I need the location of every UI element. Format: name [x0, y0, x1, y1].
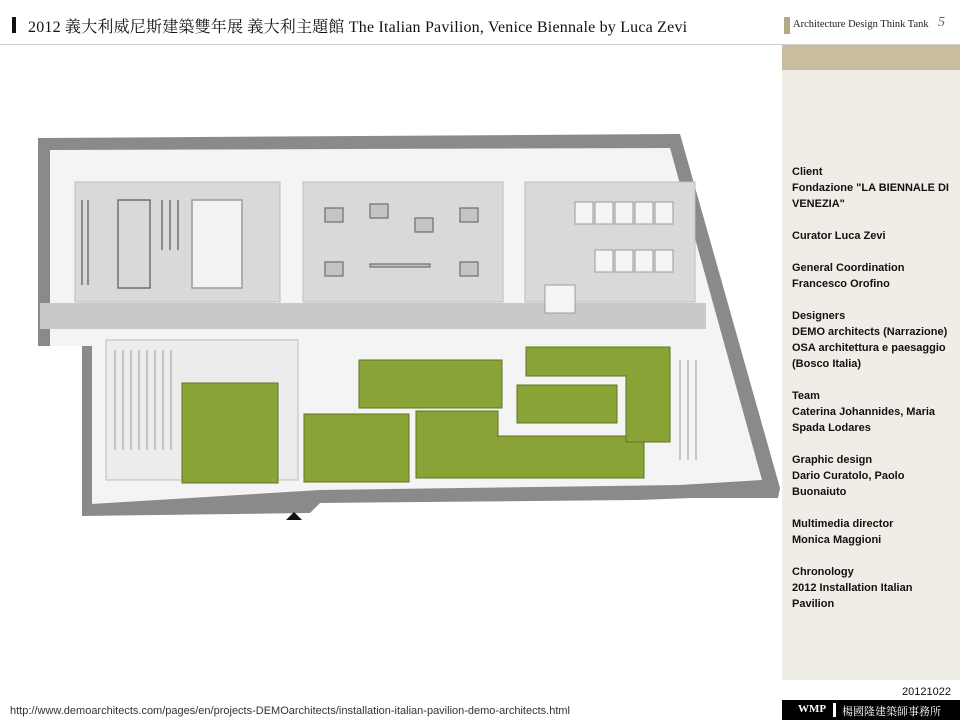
credit-label: Designers	[792, 310, 846, 322]
credit-value: Spada Lodares	[792, 422, 871, 434]
credit-block	[792, 308, 958, 372]
credit-block	[792, 452, 958, 500]
credit-block	[792, 260, 958, 292]
page-title: 2012 義大利威尼斯建築雙年展 義大利主題館 The Italian Pavilion, Venice Biennale by Luca Zevi	[28, 19, 688, 36]
wmp-logo: WMP	[798, 703, 827, 715]
credit-value: DEMO architects (Narrazione)	[792, 326, 948, 338]
credit-value: Fondazione "LA BIENNALE DI	[792, 182, 949, 194]
credit-block	[792, 564, 958, 612]
credit-label: Chronology	[792, 566, 854, 578]
footer-logo-box	[782, 700, 960, 720]
credit-value: Caterina Johannides, Maria	[792, 406, 936, 418]
credit-block	[792, 388, 958, 436]
credit-value: Francesco Orofino	[792, 278, 890, 290]
floor-plan	[20, 120, 780, 540]
firm-name: 楊國隆建築師事務所	[842, 706, 941, 718]
credit-value: Pavilion	[792, 598, 835, 610]
footer-divider	[833, 703, 836, 717]
brand-name: Architecture Design Think Tank	[793, 19, 929, 30]
brand-marker	[784, 17, 790, 34]
credit-label: Graphic design	[792, 454, 873, 466]
credit-value: Monica Maggioni	[792, 534, 882, 546]
title-marker	[12, 17, 16, 33]
date-stamp: 20121022	[902, 686, 951, 698]
credit-value: Buonaiuto	[792, 486, 847, 498]
title-bar	[0, 0, 782, 45]
credit-label: Curator Luca Zevi	[792, 230, 886, 242]
credit-label: Client	[792, 166, 823, 178]
sidebar-header-band	[782, 45, 960, 70]
plan-upper-rooms	[75, 182, 695, 302]
credit-block	[792, 228, 958, 244]
credits-list	[792, 164, 958, 628]
page-number: 5	[938, 15, 945, 30]
credit-label: Multimedia director	[792, 518, 894, 530]
credit-value: VENEZIA"	[792, 198, 845, 210]
credit-block	[792, 164, 958, 212]
plan-corridor	[40, 303, 706, 329]
source-url[interactable]: http://www.demoarchitects.com/pages/en/projects-DEMOarchitects/installation-italian-pavilion-demo-architects.html	[10, 705, 571, 717]
credit-value: OSA architettura e paesaggio	[792, 342, 946, 354]
credit-value: 2012 Installation Italian	[792, 582, 913, 594]
credit-label: General Coordination	[792, 262, 905, 274]
brand-block	[782, 0, 960, 45]
credit-value: Dario Curatolo, Paolo	[792, 470, 905, 482]
credit-label: Team	[792, 390, 820, 402]
credits-panel	[782, 70, 960, 680]
credit-block	[792, 516, 958, 548]
credit-value: (Bosco Italia)	[792, 358, 862, 370]
